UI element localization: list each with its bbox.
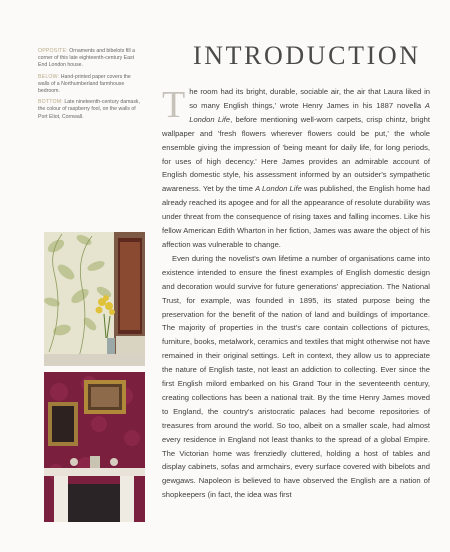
caption-text: Ornaments and bibelots fill a corner of this late eighteenth-century East End London house.	[38, 48, 135, 69]
photo-captions	[38, 48, 142, 125]
caption-key: OPPOSITE:	[38, 48, 68, 54]
paragraph-1-part-c: , before mentioning well-worn carpets, crisp chintz, bright wallpaper and 'fresh flowers wherever flowers could be put,' the whole ensemble giving the impression of 'being meant for daily life, for long periods, for uses of high decency.' Here James provides an admirable account of English domestic style, his assessment informed by an outsider's sympathetic awareness. Yet by the time	[162, 114, 430, 194]
drop-cap: T	[162, 84, 186, 126]
photo-column	[44, 232, 145, 522]
caption-opposite	[38, 48, 142, 70]
caption-below	[38, 74, 142, 96]
paragraph-2: Even during the novelist's own lifetime a number of organisations came into existence intended to ensure the finest examples of English domestic design and decoration would survive for future generations' appreciation. The National Trust, for example, was founded in 1895, its stated purpose being the preservation for the benefit of the nation of land and buildings of importance. The majority of properties in the trust's care contain collections of pictures, furniture, books, metalwork, ceramics and textiles that might otherwise not have remained in their original settings. Left in context, they allow us to appreciate the nature of English taste, not least an addiction to collecting. Ever since the first English milord embarked on his Grand Tour in the seventeenth century, creating collections has been a national trait. By the time Henry James moved to England, the country's aristocratic palaces had become repositories of treasures from around the world. So too, albeit on a smaller scale, had almost every residence in England not least thanks to the spread of a global Empire. The Victorian home was frenziedly cluttered, holding a host of tables and display cabinets, sofas and armchairs, every surface covered with bibelots and gewgaws. Napoleon is believed to have observed the English are a nation of shopkeepers (in fact, the idea was first	[162, 253, 430, 500]
body-text	[162, 85, 430, 502]
port-eliot-damask-photo	[44, 372, 145, 522]
caption-text: Hand-printed paper covers the walls of a Northumberland farmhouse bedroom.	[38, 73, 131, 95]
farmhouse-bedroom-photo	[44, 232, 145, 366]
caption-bottom	[38, 99, 142, 121]
book-title: A London Life	[255, 184, 302, 194]
caption-text: Late nineteenth-century damask, the colour of raspberry fool, on the walls of Port Eliot, Cornwall.	[38, 99, 140, 120]
caption-key: BELOW:	[38, 73, 60, 80]
paragraph-1	[162, 85, 430, 252]
book-title: A London Life	[189, 100, 430, 124]
paragraph-1-part-a: he room had its bright, durable, sociable air, the air that Laura liked in so many English things,' wrote Henry James in his 1887 novella	[189, 87, 430, 110]
page-title: INTRODUCTION	[193, 41, 421, 70]
caption-key: BOTTOM:	[38, 99, 63, 106]
paragraph-1-part-e: was published, the English home had already reached its apogee and for all the appearance of resolute durability was under threat from the consequence of rising taxes and falling incomes. Like his fellow American Edith Wharton in her fiction, James was aware the object of his affection was vulnerable to change.	[162, 184, 430, 249]
